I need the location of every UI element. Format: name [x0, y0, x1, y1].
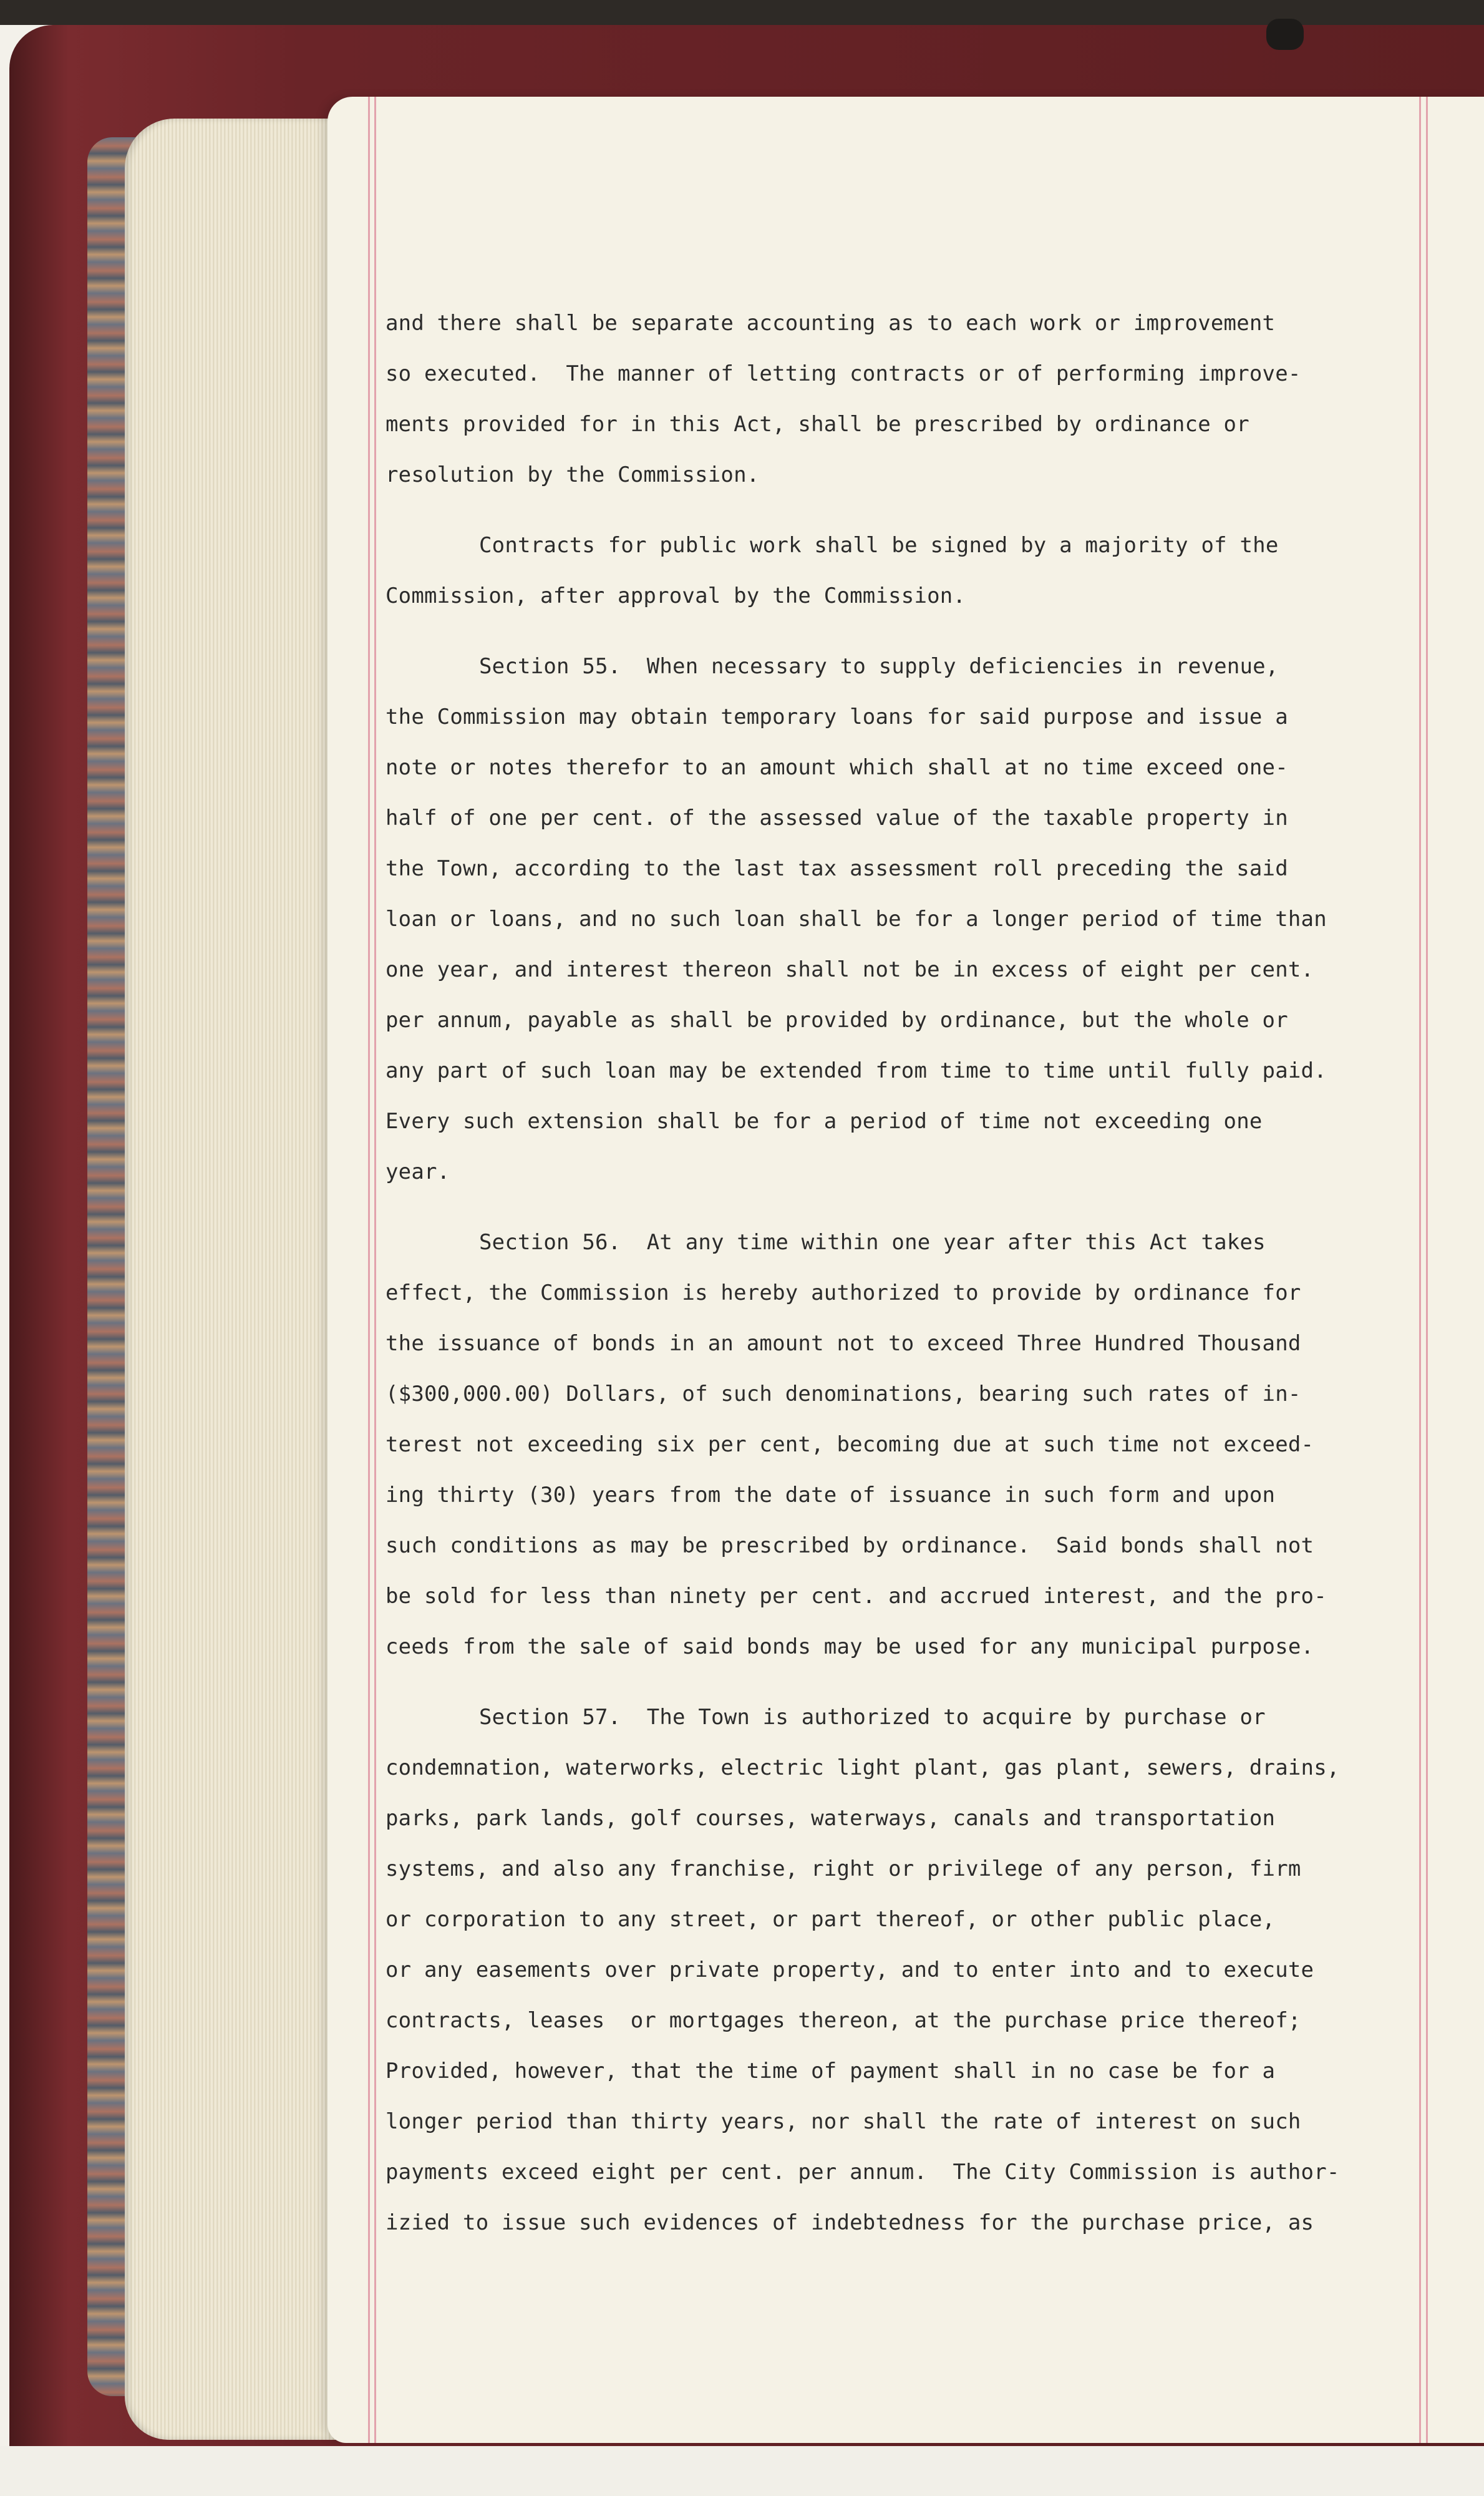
- text-line: any part of such loan may be extended from time to time until fully paid.: [386, 1058, 1327, 1083]
- text-line: the Town, according to the last tax assessment roll preceding the said: [386, 856, 1288, 881]
- text-line: condemnation, waterworks, electric light plant, gas plant, sewers, drains,: [386, 1755, 1340, 1780]
- text-line: izied to issue such evidences of indebtedness for the purchase price, as: [386, 2210, 1314, 2235]
- text-line: ments provided for in this Act, shall be prescribed by ordinance or: [386, 412, 1249, 437]
- stacked-page-edges: [125, 119, 337, 2440]
- paragraph: [386, 298, 1446, 500]
- text-line: and there shall be separate accounting as to each work or improvement: [386, 311, 1276, 336]
- text-line: loan or loans, and no such loan shall be for a longer period of time than: [386, 907, 1327, 932]
- text-line: ceeds from the sale of said bonds may be used for any municipal purpose.: [386, 1634, 1314, 1659]
- paragraph-section-55: [386, 641, 1446, 1197]
- text-line: or corporation to any street, or part thereof, or other public place,: [386, 1907, 1276, 1932]
- text-line: Commission, after approval by the Commission.: [386, 583, 966, 608]
- text-line: payments exceed eight per cent. per annum. The City Commission is author-: [386, 2160, 1340, 2185]
- left-margin-rule: [368, 97, 370, 2443]
- text-line: longer period than thirty years, nor shall the rate of interest on such: [386, 2109, 1301, 2134]
- text-line: per annum, payable as shall be provided by ordinance, but the whole or: [386, 1008, 1288, 1033]
- page-bottom-background: [0, 2446, 1484, 2496]
- text-line: terest not exceeding six per cent, becoming due at such time not exceed-: [386, 1432, 1314, 1457]
- paragraph: [386, 520, 1446, 622]
- text-line: Contracts for public work shall be signed by a majority of the: [479, 533, 1279, 558]
- text-line: so executed. The manner of letting contracts or of performing improve-: [386, 361, 1301, 386]
- document-body: [386, 298, 1446, 2248]
- text-line: note or notes therefor to an amount which shall at no time exceed one-: [386, 755, 1288, 780]
- text-line: Section 55. When necessary to supply deficiencies in revenue,: [479, 654, 1279, 679]
- text-line: ($300,000.00) Dollars, of such denominations, bearing such rates of in-: [386, 1382, 1301, 1406]
- text-line: one year, and interest thereon shall not be in excess of eight per cent.: [386, 957, 1314, 982]
- book-top-edge: [0, 0, 1484, 25]
- text-line: Every such extension shall be for a period of time not exceeding one: [386, 1109, 1263, 1134]
- text-line: parks, park lands, golf courses, waterways, canals and transportation: [386, 1806, 1276, 1831]
- text-line: half of one per cent. of the assessed value of the taxable property in: [386, 806, 1288, 831]
- book-clasp: [1266, 19, 1304, 50]
- text-line: resolution by the Commission.: [386, 462, 760, 487]
- text-line: Section 56. At any time within one year after this Act takes: [479, 1230, 1266, 1255]
- paragraph-section-56: [386, 1217, 1446, 1672]
- text-line: Section 57. The Town is authorized to acquire by purchase or: [479, 1705, 1266, 1730]
- text-line: such conditions as may be prescribed by ordinance. Said bonds shall not: [386, 1533, 1314, 1558]
- text-line: Provided, however, that the time of payment shall in no case be for a: [386, 2059, 1276, 2084]
- text-line: or any easements over private property, and to enter into and to execute: [386, 1957, 1314, 1982]
- text-line: the Commission may obtain temporary loans for said purpose and issue a: [386, 704, 1288, 729]
- text-line: effect, the Commission is hereby authorized to provide by ordinance for: [386, 1280, 1301, 1305]
- text-line: contracts, leases or mortgages thereon, at the purchase price thereof;: [386, 2008, 1301, 2033]
- text-line: ing thirty (30) years from the date of issuance in such form and upon: [386, 1483, 1276, 1508]
- text-line: be sold for less than ninety per cent. and accrued interest, and the pro-: [386, 1584, 1327, 1609]
- text-line: systems, and also any franchise, right or privilege of any person, firm: [386, 1856, 1301, 1881]
- text-line: the issuance of bonds in an amount not to exceed Three Hundred Thousand: [386, 1331, 1301, 1356]
- paragraph-section-57: [386, 1692, 1446, 2248]
- left-margin-rule-inner: [374, 97, 376, 2443]
- text-line: year.: [386, 1159, 450, 1184]
